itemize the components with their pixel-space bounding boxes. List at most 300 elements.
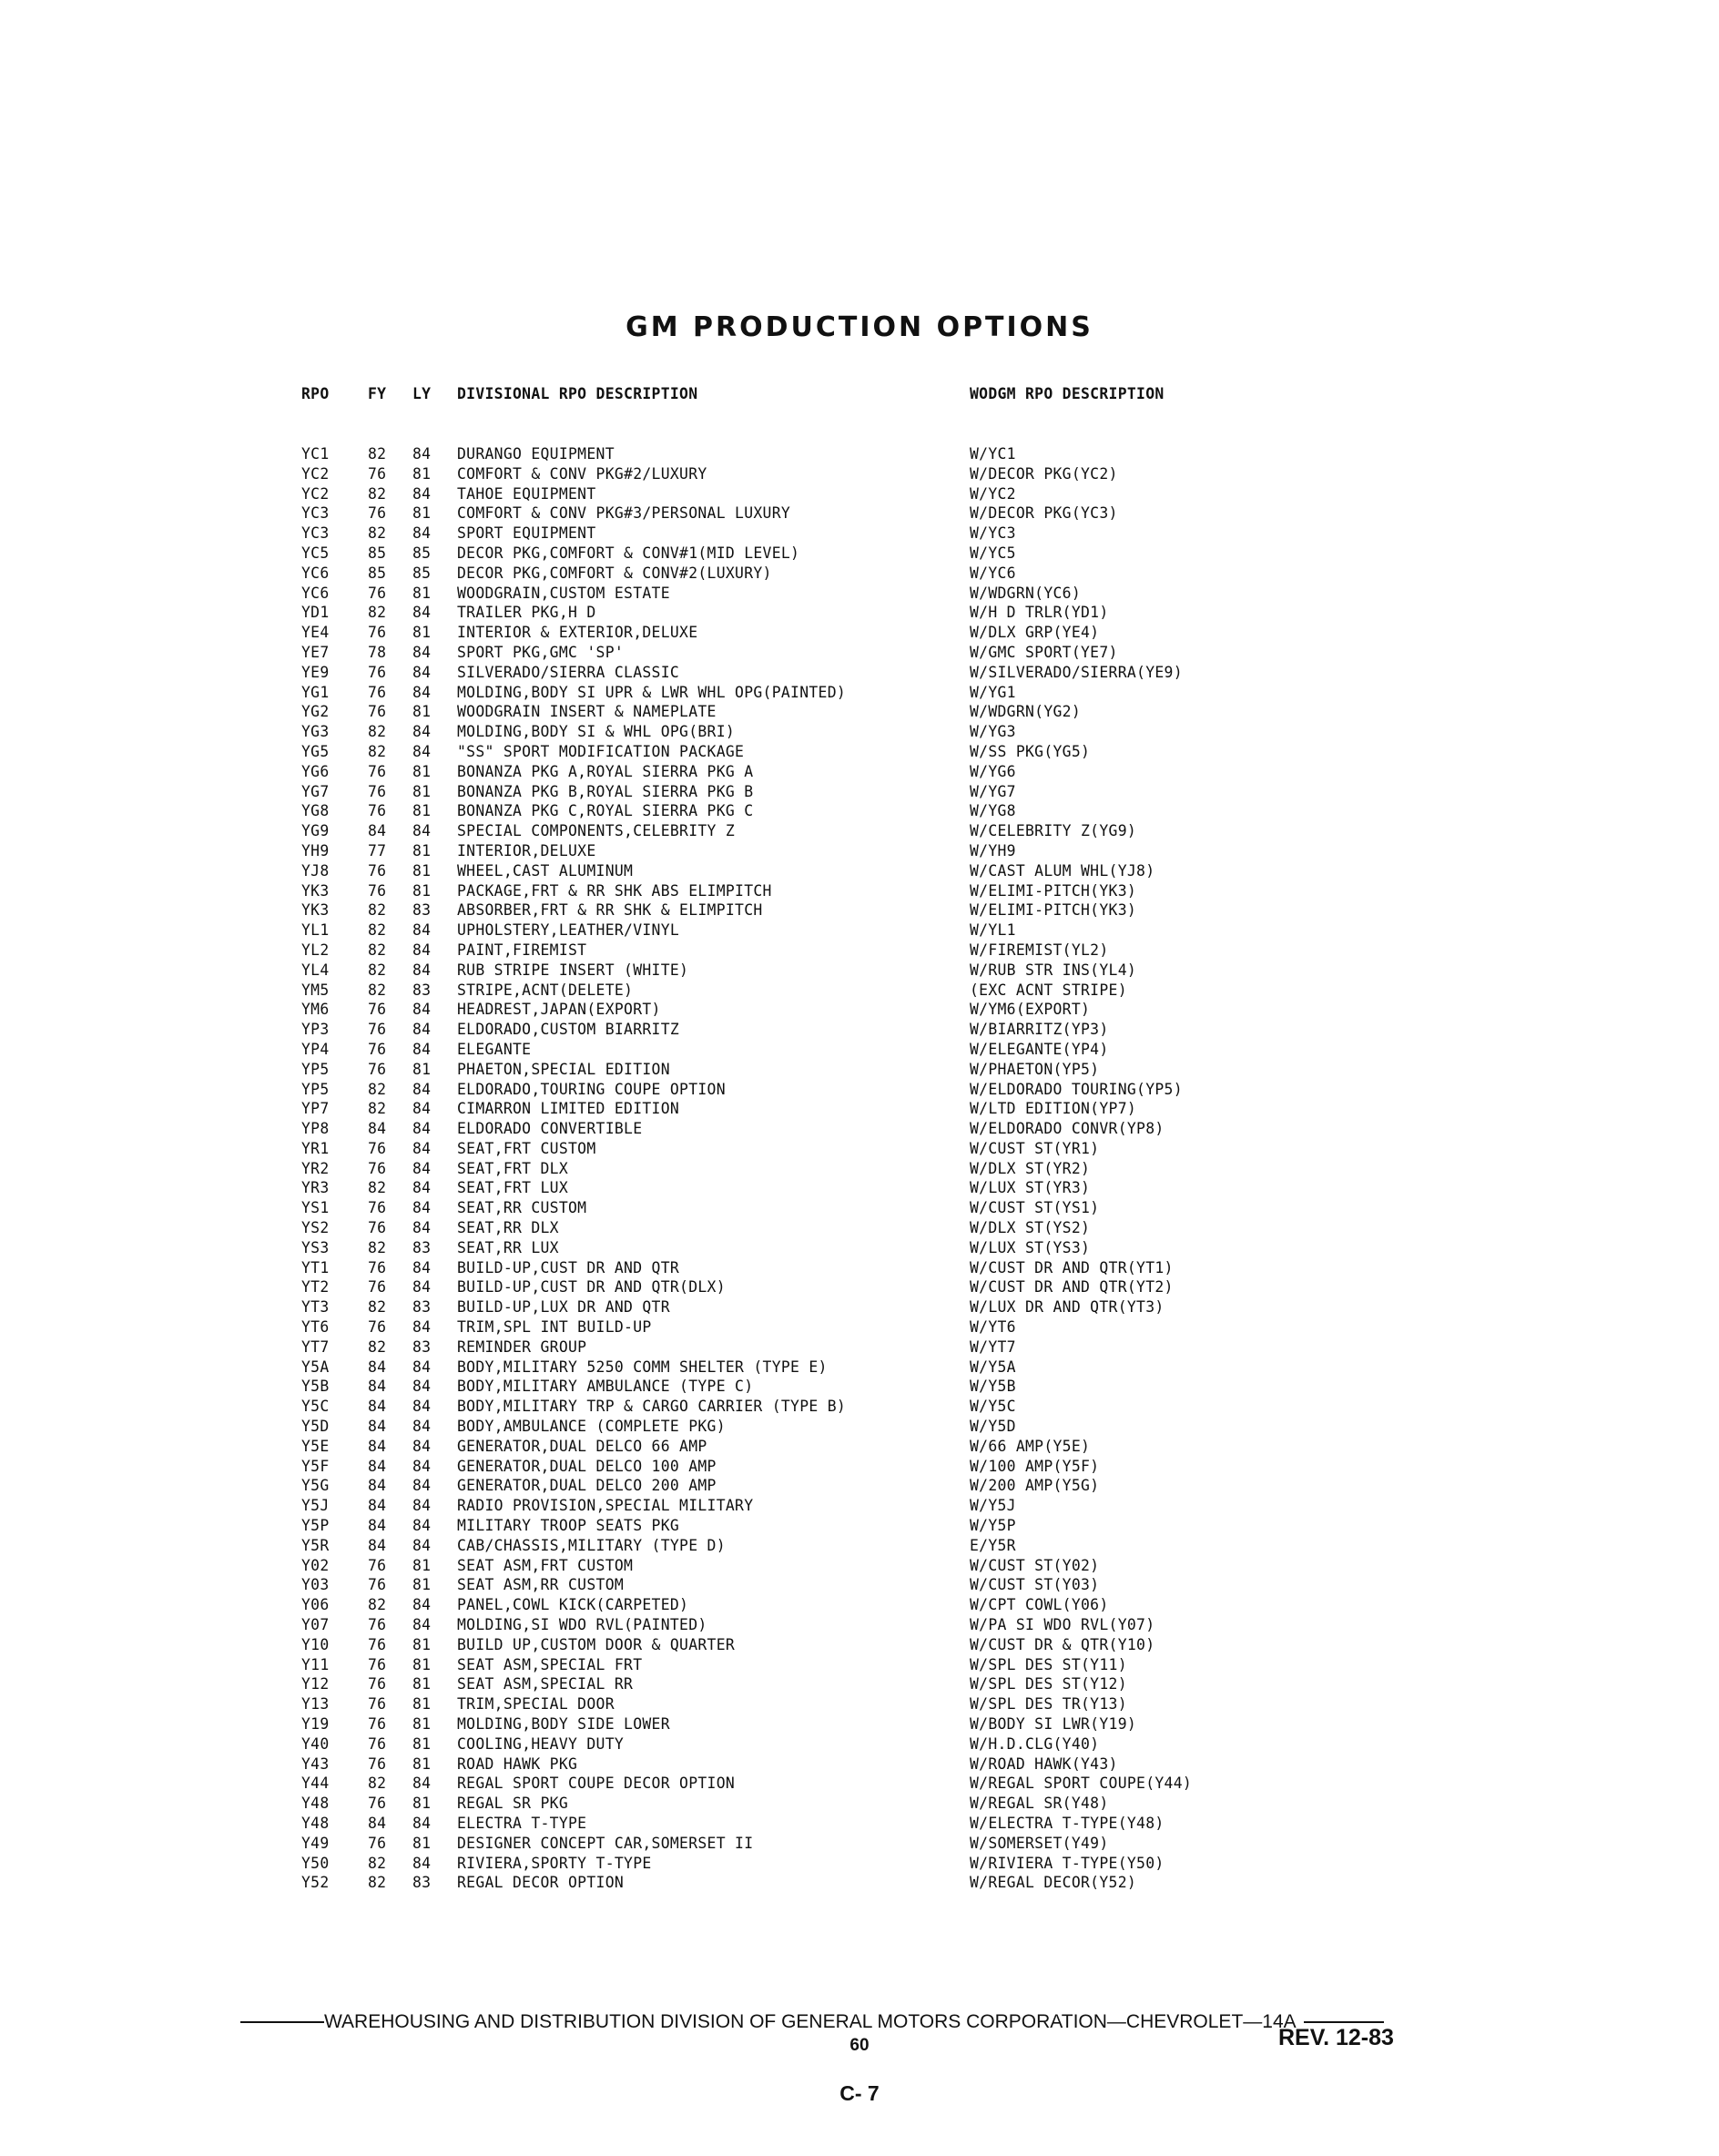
wodgm-description: W/ROAD HAWK(Y43) — [970, 1754, 1118, 1773]
rpo-code: YE4 — [301, 624, 330, 642]
table-row — [301, 1694, 1257, 1714]
divisional-description: MOLDING,SI WDO RVL(PAINTED) — [457, 1616, 707, 1634]
divisional-description: REGAL SR PKG — [457, 1795, 569, 1813]
divisional-description: BUILD-UP,LUX DR AND QTR — [457, 1298, 670, 1317]
first-year: 84 — [368, 1437, 387, 1455]
table-row — [301, 603, 1257, 623]
table-row — [301, 1218, 1257, 1238]
wodgm-description: W/PHAETON(YP5) — [970, 1060, 1100, 1078]
first-year: 84 — [368, 1120, 387, 1138]
divisional-description: SPORT PKG,GMC 'SP' — [457, 643, 625, 661]
wodgm-description: W/BIARRITZ(YP3) — [970, 1021, 1109, 1039]
table-row — [301, 584, 1257, 604]
wodgm-description: W/LUX ST(YS3) — [970, 1238, 1091, 1256]
last-year: 84 — [412, 742, 432, 760]
options-table — [301, 384, 1257, 1893]
table-row — [301, 1734, 1257, 1754]
divisional-description: PAINT,FIREMIST — [457, 941, 587, 959]
wodgm-description: W/CAST ALUM WHL(YJ8) — [970, 861, 1155, 880]
wodgm-description: W/CUST ST(YR1) — [970, 1139, 1100, 1157]
rpo-code: Y5D — [301, 1418, 330, 1436]
wodgm-description: W/YG7 — [970, 782, 1016, 800]
first-year: 76 — [368, 1635, 387, 1653]
wodgm-description: W/CPT COWL(Y06) — [970, 1596, 1109, 1614]
table-row — [301, 1417, 1257, 1437]
rpo-code: Y5A — [301, 1358, 330, 1376]
last-year: 84 — [412, 1596, 432, 1614]
divisional-description: TRAILER PKG,H D — [457, 604, 596, 622]
divisional-description: SEAT ASM,SPECIAL RR — [457, 1675, 634, 1693]
wodgm-description: W/100 AMP(Y5F) — [970, 1457, 1100, 1475]
rpo-code: YC2 — [301, 464, 330, 483]
wodgm-description: W/Y5J — [970, 1497, 1016, 1515]
wodgm-description: W/YL1 — [970, 921, 1016, 940]
rpo-code: YC1 — [301, 445, 330, 463]
rpo-code: YH9 — [301, 841, 330, 859]
last-year: 84 — [412, 1219, 432, 1237]
last-year: 83 — [412, 1298, 432, 1317]
last-year: 81 — [412, 1834, 432, 1852]
divisional-description: CIMARRON LIMITED EDITION — [457, 1100, 680, 1118]
divisional-description: ELECTRA T-TYPE — [457, 1814, 587, 1832]
rpo-code: YR3 — [301, 1179, 330, 1197]
last-year: 84 — [412, 1120, 432, 1138]
table-row — [301, 544, 1257, 564]
first-year: 76 — [368, 1675, 387, 1693]
rpo-code: YP7 — [301, 1100, 330, 1118]
wodgm-description: W/YG8 — [970, 802, 1016, 820]
wodgm-description: W/REGAL SPORT COUPE(Y44) — [970, 1775, 1193, 1793]
rpo-code: YE7 — [301, 643, 330, 661]
divisional-description: REMINDER GROUP — [457, 1337, 587, 1356]
wodgm-description: W/SOMERSET(Y49) — [970, 1834, 1109, 1852]
divisional-description: RIVIERA,SPORTY T-TYPE — [457, 1854, 652, 1872]
wodgm-description: W/CUST DR & QTR(Y10) — [970, 1635, 1155, 1653]
first-year: 76 — [368, 881, 387, 900]
last-year: 84 — [412, 941, 432, 959]
wodgm-description: W/DLX ST(YS2) — [970, 1219, 1091, 1237]
first-year: 82 — [368, 723, 387, 741]
rpo-code: YR1 — [301, 1139, 330, 1157]
first-year: 82 — [368, 445, 387, 463]
divisional-description: ELDORADO CONVERTIBLE — [457, 1120, 643, 1138]
last-year: 81 — [412, 802, 432, 820]
rpo-code: Y06 — [301, 1596, 330, 1614]
footer-division-line — [240, 2010, 1408, 2034]
last-year: 83 — [412, 1874, 432, 1892]
divisional-description: BODY,AMBULANCE (COMPLETE PKG) — [457, 1418, 726, 1436]
divisional-description: BUILD-UP,CUST DR AND QTR(DLX) — [457, 1278, 726, 1297]
divisional-description: "SS" SPORT MODIFICATION PACKAGE — [457, 742, 745, 760]
wodgm-description: W/LTD EDITION(YP7) — [970, 1100, 1137, 1118]
divisional-description: SEAT,FRT DLX — [457, 1159, 569, 1177]
wodgm-description: W/Y5D — [970, 1418, 1016, 1436]
first-year: 82 — [368, 1100, 387, 1118]
rpo-code: YP8 — [301, 1120, 330, 1138]
divisional-description: TRIM,SPL INT BUILD-UP — [457, 1318, 652, 1337]
rpo-code: Y12 — [301, 1675, 330, 1693]
first-year: 82 — [368, 921, 387, 940]
table-row — [301, 1516, 1257, 1536]
last-year: 85 — [412, 564, 432, 582]
last-year: 84 — [412, 484, 432, 503]
last-year: 83 — [412, 901, 432, 920]
table-row — [301, 1000, 1257, 1020]
wodgm-description: W/200 AMP(Y5G) — [970, 1477, 1100, 1495]
first-year: 84 — [368, 1477, 387, 1495]
wodgm-description: W/YH9 — [970, 841, 1016, 859]
table-row — [301, 1198, 1257, 1218]
table-row — [301, 762, 1257, 782]
table-row — [301, 1873, 1257, 1893]
rpo-code: Y13 — [301, 1695, 330, 1714]
rpo-code: YL1 — [301, 921, 330, 940]
table-row — [301, 1040, 1257, 1060]
first-year: 82 — [368, 1238, 387, 1256]
wodgm-description: W/ELEGANTE(YP4) — [970, 1040, 1109, 1058]
first-year: 85 — [368, 564, 387, 582]
first-year: 76 — [368, 861, 387, 880]
table-row — [301, 1536, 1257, 1556]
first-year: 84 — [368, 1497, 387, 1515]
first-year: 82 — [368, 604, 387, 622]
divisional-description: SPORT EQUIPMENT — [457, 524, 596, 543]
last-year: 81 — [412, 1060, 432, 1078]
wodgm-description: W/CUST ST(Y02) — [970, 1556, 1100, 1574]
first-year: 84 — [368, 1517, 387, 1535]
table-row — [301, 961, 1257, 981]
table-row — [301, 861, 1257, 881]
header-rpo: RPO — [301, 385, 330, 402]
rpo-code: YC3 — [301, 504, 330, 523]
divisional-description: PANEL,COWL KICK(CARPETED) — [457, 1596, 689, 1614]
divisional-description: TRIM,SPECIAL DOOR — [457, 1695, 615, 1714]
table-row — [301, 1060, 1257, 1080]
wodgm-description: W/CUST DR AND QTR(YT1) — [970, 1258, 1174, 1276]
divisional-description: ELDORADO,CUSTOM BIARRITZ — [457, 1021, 680, 1039]
first-year: 76 — [368, 1556, 387, 1574]
divisional-description: INTERIOR,DELUXE — [457, 841, 596, 859]
rpo-code: YG6 — [301, 762, 330, 780]
divisional-description: CAB/CHASSIS,MILITARY (TYPE D) — [457, 1536, 726, 1554]
rpo-code: YG1 — [301, 683, 330, 701]
page-number: 60 — [849, 2036, 870, 2055]
last-year: 81 — [412, 1556, 432, 1574]
last-year: 81 — [412, 1754, 432, 1773]
table-row — [301, 1337, 1257, 1358]
page-label: C- 7 — [839, 2081, 880, 2105]
table-row — [301, 683, 1257, 703]
first-year: 85 — [368, 544, 387, 562]
wodgm-description: W/CUST ST(Y03) — [970, 1576, 1100, 1594]
table-row — [301, 1476, 1257, 1496]
divisional-description: GENERATOR,DUAL DELCO 100 AMP — [457, 1457, 717, 1475]
first-year: 82 — [368, 941, 387, 959]
table-row — [301, 1139, 1257, 1159]
divisional-description: MOLDING,BODY SI UPR & LWR WHL OPG(PAINTED) — [457, 683, 847, 701]
wodgm-description: W/CUST ST(YS1) — [970, 1199, 1100, 1217]
wodgm-description: W/YG1 — [970, 683, 1016, 701]
first-year: 76 — [368, 1715, 387, 1733]
first-year: 82 — [368, 1874, 387, 1892]
wodgm-description: W/LUX ST(YR3) — [970, 1179, 1091, 1197]
rpo-code: Y43 — [301, 1754, 330, 1773]
table-row — [301, 920, 1257, 941]
wodgm-description: W/PA SI WDO RVL(Y07) — [970, 1616, 1155, 1634]
rpo-code: YP3 — [301, 1021, 330, 1039]
rpo-code: YC3 — [301, 524, 330, 543]
last-year: 84 — [412, 663, 432, 681]
first-year: 84 — [368, 1418, 387, 1436]
first-year: 82 — [368, 742, 387, 760]
rpo-code: Y07 — [301, 1616, 330, 1634]
rpo-code: YG8 — [301, 802, 330, 820]
wodgm-description: W/SILVERADO/SIERRA(YE9) — [970, 663, 1183, 681]
wodgm-description: W/ELDORADO CONVR(YP8) — [970, 1120, 1165, 1138]
last-year: 85 — [412, 544, 432, 562]
table-row — [301, 1854, 1257, 1874]
last-year: 84 — [412, 1040, 432, 1058]
rpo-code: YG9 — [301, 822, 330, 840]
last-year: 84 — [412, 723, 432, 741]
wodgm-description: W/DECOR PKG(YC3) — [970, 504, 1118, 523]
rpo-code: YP5 — [301, 1060, 330, 1078]
divisional-description: PACKAGE,FRT & RR SHK ABS ELIMPITCH — [457, 881, 772, 900]
rpo-code: YC5 — [301, 544, 330, 562]
rpo-code: YR2 — [301, 1159, 330, 1177]
table-row — [301, 1457, 1257, 1477]
divisional-description: COOLING,HEAVY DUTY — [457, 1734, 625, 1753]
first-year: 84 — [368, 1536, 387, 1554]
divisional-description: RUB STRIPE INSERT (WHITE) — [457, 961, 689, 979]
wodgm-description: W/H D TRLR(YD1) — [970, 604, 1109, 622]
divisional-description: PHAETON,SPECIAL EDITION — [457, 1060, 670, 1078]
rpo-code: Y11 — [301, 1655, 330, 1673]
rpo-code: YJ8 — [301, 861, 330, 880]
divisional-description: GENERATOR,DUAL DELCO 66 AMP — [457, 1437, 707, 1455]
wodgm-description: W/YC2 — [970, 484, 1016, 503]
divisional-description: WOODGRAIN,CUSTOM ESTATE — [457, 584, 670, 602]
divisional-description: SEAT ASM,SPECIAL FRT — [457, 1655, 643, 1673]
last-year: 81 — [412, 1795, 432, 1813]
divisional-description: BUILD UP,CUSTOM DOOR & QUARTER — [457, 1635, 736, 1653]
first-year: 82 — [368, 484, 387, 503]
first-year: 76 — [368, 1199, 387, 1217]
first-year: 76 — [368, 464, 387, 483]
first-year: 84 — [368, 1358, 387, 1376]
table-header-row — [301, 384, 1257, 415]
rpo-code: Y5P — [301, 1517, 330, 1535]
divisional-description: WHEEL,CAST ALUMINUM — [457, 861, 634, 880]
last-year: 84 — [412, 1378, 432, 1396]
first-year: 76 — [368, 584, 387, 602]
table-row — [301, 1635, 1257, 1655]
table-row — [301, 1377, 1257, 1397]
first-year: 76 — [368, 1576, 387, 1594]
divisional-description: DECOR PKG,COMFORT & CONV#2(LUXURY) — [457, 564, 772, 582]
divisional-description: COMFORT & CONV PKG#2/LUXURY — [457, 464, 707, 483]
wodgm-description: W/YC1 — [970, 445, 1016, 463]
divisional-description: REGAL DECOR OPTION — [457, 1874, 625, 1892]
divisional-description: BONANZA PKG C,ROYAL SIERRA PKG C — [457, 802, 754, 820]
last-year: 84 — [412, 1418, 432, 1436]
wodgm-description: W/Y5B — [970, 1378, 1016, 1396]
wodgm-description: W/DLX GRP(YE4) — [970, 624, 1100, 642]
rpo-code: YT1 — [301, 1258, 330, 1276]
table-row — [301, 1080, 1257, 1100]
last-year: 81 — [412, 881, 432, 900]
last-year: 84 — [412, 921, 432, 940]
first-year: 76 — [368, 1001, 387, 1019]
wodgm-description: W/SS PKG(YG5) — [970, 742, 1091, 760]
wodgm-description: W/SPL DES ST(Y11) — [970, 1655, 1127, 1673]
wodgm-description: W/Y5C — [970, 1398, 1016, 1416]
table-row — [301, 1794, 1257, 1814]
table-row — [301, 1556, 1257, 1576]
first-year: 76 — [368, 1040, 387, 1058]
first-year: 82 — [368, 1596, 387, 1614]
table-row — [301, 1119, 1257, 1139]
rpo-code: Y44 — [301, 1775, 330, 1793]
last-year: 83 — [412, 1337, 432, 1356]
wodgm-description: W/YC5 — [970, 544, 1016, 562]
first-year: 82 — [368, 901, 387, 920]
table-row — [301, 1397, 1257, 1417]
table-row — [301, 1575, 1257, 1595]
first-year: 82 — [368, 1080, 387, 1098]
divisional-description: SEAT,RR DLX — [457, 1219, 559, 1237]
divisional-description: BODY,MILITARY TRP & CARGO CARRIER (TYPE B) — [457, 1398, 847, 1416]
divisional-description: STRIPE,ACNT(DELETE) — [457, 981, 634, 999]
wodgm-description: W/CELEBRITY Z(YG9) — [970, 822, 1137, 840]
first-year: 76 — [368, 1258, 387, 1276]
rpo-code: YK3 — [301, 901, 330, 920]
first-year: 76 — [368, 1616, 387, 1634]
divisional-description: MILITARY TROOP SEATS PKG — [457, 1517, 680, 1535]
header-ly: LY — [412, 385, 432, 402]
table-row — [301, 1834, 1257, 1854]
table-row — [301, 1277, 1257, 1297]
divisional-description: SEAT,RR LUX — [457, 1238, 559, 1256]
last-year: 84 — [412, 1477, 432, 1495]
first-year: 76 — [368, 1060, 387, 1078]
last-year: 84 — [412, 1021, 432, 1039]
last-year: 84 — [412, 1080, 432, 1098]
first-year: 77 — [368, 841, 387, 859]
last-year: 84 — [412, 1358, 432, 1376]
last-year: 81 — [412, 1576, 432, 1594]
rpo-code: Y10 — [301, 1635, 330, 1653]
table-row — [301, 1714, 1257, 1734]
table-row — [301, 564, 1257, 584]
last-year: 84 — [412, 822, 432, 840]
wodgm-description: W/66 AMP(Y5E) — [970, 1437, 1091, 1455]
last-year: 84 — [412, 1001, 432, 1019]
first-year: 84 — [368, 1457, 387, 1475]
last-year: 84 — [412, 1616, 432, 1634]
divisional-description: SEAT ASM,FRT CUSTOM — [457, 1556, 634, 1574]
table-row — [301, 722, 1257, 742]
last-year: 81 — [412, 624, 432, 642]
table-row — [301, 1496, 1257, 1516]
wodgm-description: W/ELDORADO TOURING(YP5) — [970, 1080, 1183, 1098]
table-row — [301, 941, 1257, 961]
rpo-code: Y49 — [301, 1834, 330, 1852]
wodgm-description: W/DLX ST(YR2) — [970, 1159, 1091, 1177]
last-year: 81 — [412, 861, 432, 880]
wodgm-description: W/BODY SI LWR(Y19) — [970, 1715, 1137, 1733]
divisional-description: ELDORADO,TOURING COUPE OPTION — [457, 1080, 726, 1098]
rpo-code: YG5 — [301, 742, 330, 760]
first-year: 82 — [368, 981, 387, 999]
rpo-code: YS3 — [301, 1238, 330, 1256]
table-body — [301, 444, 1257, 1893]
first-year: 82 — [368, 1179, 387, 1197]
wodgm-description: W/YT6 — [970, 1318, 1016, 1337]
table-row — [301, 1297, 1257, 1317]
first-year: 76 — [368, 1139, 387, 1157]
divisional-description: DURANGO EQUIPMENT — [457, 445, 615, 463]
footer-division-text: WAREHOUSING AND DISTRIBUTION DIVISION OF GENERAL MOTORS CORPORATION—CHEVROLET—14A — [324, 2011, 1297, 2032]
divisional-description: MOLDING,BODY SIDE LOWER — [457, 1715, 670, 1733]
divisional-description: COMFORT & CONV PKG#3/PERSONAL LUXURY — [457, 504, 791, 523]
rpo-code: YM6 — [301, 1001, 330, 1019]
divisional-description: SILVERADO/SIERRA CLASSIC — [457, 663, 680, 681]
rpo-code: Y5F — [301, 1457, 330, 1475]
divisional-description: BONANZA PKG A,ROYAL SIERRA PKG A — [457, 762, 754, 780]
first-year: 84 — [368, 1814, 387, 1832]
last-year: 81 — [412, 464, 432, 483]
rpo-code: Y5R — [301, 1536, 330, 1554]
table-row — [301, 1655, 1257, 1675]
divisional-description: SEAT,RR CUSTOM — [457, 1199, 587, 1217]
first-year: 76 — [368, 1795, 387, 1813]
wodgm-description: W/YM6(EXPORT) — [970, 1001, 1091, 1019]
divisional-description: BONANZA PKG B,ROYAL SIERRA PKG B — [457, 782, 754, 800]
last-year: 81 — [412, 762, 432, 780]
wodgm-description: W/SPL DES ST(Y12) — [970, 1675, 1127, 1693]
header-wodgm: WODGM RPO DESCRIPTION — [970, 385, 1165, 402]
revision-label: REV. 12-83 — [1278, 2025, 1394, 2050]
last-year: 84 — [412, 445, 432, 463]
rpo-code: YS1 — [301, 1199, 330, 1217]
table-row — [301, 1238, 1257, 1258]
last-year: 84 — [412, 643, 432, 661]
rpo-code: Y48 — [301, 1814, 330, 1832]
first-year: 76 — [368, 1754, 387, 1773]
first-year: 76 — [368, 703, 387, 721]
rpo-code: YL2 — [301, 941, 330, 959]
rpo-code: Y5J — [301, 1497, 330, 1515]
table-row — [301, 801, 1257, 821]
divisional-description: SPECIAL COMPONENTS,CELEBRITY Z — [457, 822, 736, 840]
wodgm-description: W/CUST DR AND QTR(YT2) — [970, 1278, 1174, 1297]
last-year: 84 — [412, 1775, 432, 1793]
rpo-code: Y40 — [301, 1734, 330, 1753]
rpo-code: Y52 — [301, 1874, 330, 1892]
last-year: 83 — [412, 981, 432, 999]
wodgm-description: W/ELIMI-PITCH(YK3) — [970, 881, 1137, 900]
wodgm-description: W/ELIMI-PITCH(YK3) — [970, 901, 1137, 920]
divisional-description: BUILD-UP,CUST DR AND QTR — [457, 1258, 680, 1276]
wodgm-description: (EXC ACNT STRIPE) — [970, 981, 1127, 999]
first-year: 82 — [368, 1298, 387, 1317]
rpo-code: YT3 — [301, 1298, 330, 1317]
rpo-code: Y5B — [301, 1378, 330, 1396]
divisional-description: REGAL SPORT COUPE DECOR OPTION — [457, 1775, 736, 1793]
wodgm-description: W/WDGRN(YG2) — [970, 703, 1082, 721]
last-year: 84 — [412, 1278, 432, 1297]
